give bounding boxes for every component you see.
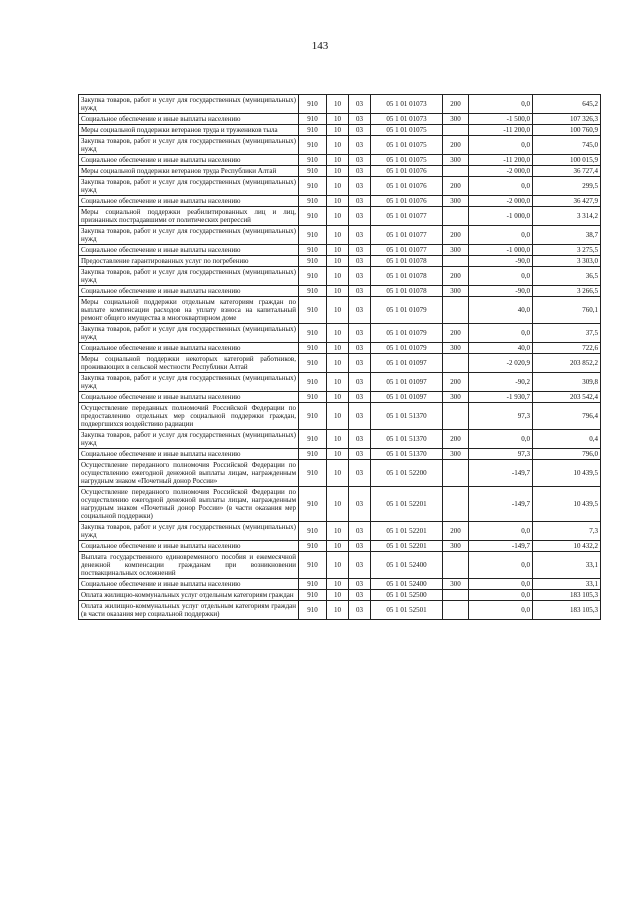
table-row [79,207,601,226]
row-cs-cell: 05 1 01 51370 [371,449,443,460]
row-vr-cell: 300 [443,196,469,207]
row-pr-cell: 03 [349,177,371,196]
row-change-cell: 0,0 [469,579,533,590]
row-pr-cell: 03 [349,449,371,460]
row-pr-cell: 03 [349,166,371,177]
table-row [79,541,601,552]
row-pr-cell: 03 [349,487,371,522]
row-name-cell: Предоставление гарантированных услуг по погребению [79,256,299,267]
table-row [79,460,601,487]
row-change-cell: 0,0 [469,552,533,579]
row-rz-cell: 10 [327,177,349,196]
row-change-cell: -1 000,0 [469,207,533,226]
row-vr-cell [443,297,469,324]
row-gr-cell: 910 [299,226,327,245]
row-pr-cell: 03 [349,95,371,114]
row-vr-cell: 200 [443,136,469,155]
row-vr-cell [443,590,469,601]
row-name-cell: Социальное обеспечение и иные выплаты населению [79,343,299,354]
row-total-cell: 36 427,9 [533,196,601,207]
table-row [79,114,601,125]
row-name-cell: Закупка товаров, работ и услуг для государственных (муниципальных) нужд [79,430,299,449]
row-pr-cell: 03 [349,207,371,226]
row-pr-cell: 03 [349,522,371,541]
row-pr-cell: 03 [349,324,371,343]
row-pr-cell: 03 [349,541,371,552]
row-name-cell: Закупка товаров, работ и услуг для государственных (муниципальных) нужд [79,373,299,392]
row-cs-cell: 05 1 01 52400 [371,552,443,579]
row-name-cell: Меры социальной поддержки ветеранов труда и тружеников тыла [79,125,299,136]
row-rz-cell: 10 [327,354,349,373]
row-name-cell: Закупка товаров, работ и услуг для государственных (муниципальных) нужд [79,226,299,245]
row-cs-cell: 05 1 01 01079 [371,297,443,324]
row-gr-cell: 910 [299,114,327,125]
row-gr-cell: 910 [299,207,327,226]
row-vr-cell [443,166,469,177]
row-change-cell: -149,7 [469,487,533,522]
row-vr-cell [443,487,469,522]
row-vr-cell: 200 [443,177,469,196]
row-pr-cell: 03 [349,392,371,403]
row-rz-cell: 10 [327,552,349,579]
row-rz-cell: 10 [327,245,349,256]
row-name-cell: Оплата жилищно-коммунальных услуг отдельным категориям граждан (в части оказания мер социальной поддержки) [79,601,299,620]
row-gr-cell: 910 [299,297,327,324]
row-change-cell: 0,0 [469,522,533,541]
page-number: 143 [311,40,329,52]
row-rz-cell: 10 [327,324,349,343]
row-change-cell: 0,0 [469,267,533,286]
row-total-cell: 7,3 [533,522,601,541]
row-rz-cell: 10 [327,166,349,177]
row-vr-cell: 200 [443,267,469,286]
row-pr-cell: 03 [349,267,371,286]
row-vr-cell: 300 [443,449,469,460]
row-total-cell: 3 303,0 [533,256,601,267]
table-row [79,601,601,620]
row-cs-cell: 05 1 01 01097 [371,373,443,392]
row-total-cell: 183 105,3 [533,590,601,601]
row-change-cell: 0,0 [469,430,533,449]
row-gr-cell: 910 [299,601,327,620]
row-gr-cell: 910 [299,373,327,392]
row-cs-cell: 05 1 01 01097 [371,392,443,403]
row-rz-cell: 10 [327,226,349,245]
row-total-cell: 33,1 [533,579,601,590]
row-rz-cell: 10 [327,114,349,125]
row-change-cell: 0,0 [469,136,533,155]
row-pr-cell: 03 [349,136,371,155]
row-gr-cell: 910 [299,125,327,136]
row-cs-cell: 05 1 01 51370 [371,430,443,449]
table-row [79,177,601,196]
row-pr-cell: 03 [349,196,371,207]
row-pr-cell: 03 [349,552,371,579]
row-pr-cell: 03 [349,155,371,166]
row-rz-cell: 10 [327,373,349,392]
row-vr-cell [443,125,469,136]
row-total-cell: 183 105,3 [533,601,601,620]
row-pr-cell: 03 [349,373,371,392]
row-gr-cell: 910 [299,177,327,196]
row-change-cell: 97,3 [469,449,533,460]
row-vr-cell: 300 [443,541,469,552]
row-rz-cell: 10 [327,579,349,590]
row-cs-cell: 05 1 01 01076 [371,166,443,177]
row-name-cell: Закупка товаров, работ и услуг для государственных (муниципальных) нужд [79,95,299,114]
table-row [79,297,601,324]
table-row [79,136,601,155]
row-change-cell: -2 000,0 [469,196,533,207]
row-cs-cell: 05 1 01 01076 [371,177,443,196]
row-change-cell: 0,0 [469,324,533,343]
row-pr-cell: 03 [349,343,371,354]
row-change-cell: -149,7 [469,541,533,552]
row-total-cell: 107 326,3 [533,114,601,125]
row-cs-cell: 05 1 01 01073 [371,95,443,114]
row-pr-cell: 03 [349,297,371,324]
row-vr-cell: 300 [443,114,469,125]
row-gr-cell: 910 [299,487,327,522]
row-total-cell: 0,4 [533,430,601,449]
row-rz-cell: 10 [327,286,349,297]
table-row [79,267,601,286]
row-vr-cell [443,601,469,620]
row-change-cell: 0,0 [469,601,533,620]
row-name-cell: Закупка товаров, работ и услуг для государственных (муниципальных) нужд [79,177,299,196]
row-cs-cell: 05 1 01 01073 [371,114,443,125]
row-vr-cell: 300 [443,245,469,256]
row-total-cell: 10 439,5 [533,460,601,487]
table-row [79,392,601,403]
table-row [79,166,601,177]
row-total-cell: 203 852,2 [533,354,601,373]
row-vr-cell: 200 [443,522,469,541]
row-change-cell: 40,0 [469,343,533,354]
row-total-cell: 36,5 [533,267,601,286]
table-row [79,552,601,579]
row-cs-cell: 05 1 01 52501 [371,601,443,620]
budget-table [78,94,601,620]
table-row [79,373,601,392]
row-cs-cell: 05 1 01 01076 [371,196,443,207]
row-gr-cell: 910 [299,552,327,579]
row-change-cell: -1 000,0 [469,245,533,256]
row-vr-cell [443,552,469,579]
row-rz-cell: 10 [327,125,349,136]
row-total-cell: 3 266,5 [533,286,601,297]
row-change-cell: -90,0 [469,256,533,267]
row-vr-cell: 200 [443,373,469,392]
row-gr-cell: 910 [299,354,327,373]
row-rz-cell: 10 [327,392,349,403]
row-total-cell: 760,1 [533,297,601,324]
row-pr-cell: 03 [349,354,371,373]
row-rz-cell: 10 [327,487,349,522]
row-gr-cell: 910 [299,460,327,487]
row-rz-cell: 10 [327,196,349,207]
row-change-cell: 0,0 [469,590,533,601]
row-rz-cell: 10 [327,267,349,286]
row-gr-cell: 910 [299,155,327,166]
row-cs-cell: 05 1 01 52200 [371,460,443,487]
row-name-cell: Меры социальной поддержки отдельным категориям граждан по выплате компенсации расходов на уплату взноса на капитальный ремонт общего имущества в многоквартирном доме [79,297,299,324]
row-total-cell: 33,1 [533,552,601,579]
row-rz-cell: 10 [327,343,349,354]
row-gr-cell: 910 [299,267,327,286]
row-vr-cell: 200 [443,226,469,245]
row-name-cell: Социальное обеспечение и иные выплаты населению [79,245,299,256]
row-name-cell: Социальное обеспечение и иные выплаты населению [79,449,299,460]
row-rz-cell: 10 [327,207,349,226]
row-gr-cell: 910 [299,449,327,460]
row-rz-cell: 10 [327,95,349,114]
row-name-cell: Социальное обеспечение и иные выплаты населению [79,579,299,590]
row-gr-cell: 910 [299,324,327,343]
row-vr-cell [443,403,469,430]
row-gr-cell: 910 [299,245,327,256]
row-pr-cell: 03 [349,601,371,620]
row-pr-cell: 03 [349,579,371,590]
table-row [79,430,601,449]
table-row [79,95,601,114]
row-pr-cell: 03 [349,125,371,136]
row-total-cell: 645,2 [533,95,601,114]
row-change-cell: 0,0 [469,177,533,196]
row-name-cell: Социальное обеспечение и иные выплаты населению [79,114,299,125]
table-row [79,125,601,136]
table-row [79,487,601,522]
row-total-cell: 37,5 [533,324,601,343]
row-total-cell: 100 015,9 [533,155,601,166]
table-row [79,403,601,430]
row-change-cell: -1 930,7 [469,392,533,403]
row-pr-cell: 03 [349,286,371,297]
table-row [79,245,601,256]
row-change-cell: -149,7 [469,460,533,487]
row-vr-cell [443,460,469,487]
row-cs-cell: 05 1 01 51370 [371,403,443,430]
row-gr-cell: 910 [299,579,327,590]
row-name-cell: Закупка товаров, работ и услуг для государственных (муниципальных) нужд [79,324,299,343]
row-gr-cell: 910 [299,590,327,601]
table-row [79,354,601,373]
row-change-cell: -2 020,9 [469,354,533,373]
row-name-cell: Меры социальной поддержки некоторых категорий работников, проживающих в сельской местности Республики Алтай [79,354,299,373]
row-gr-cell: 910 [299,430,327,449]
row-total-cell: 796,0 [533,449,601,460]
row-vr-cell: 200 [443,95,469,114]
row-cs-cell: 05 1 01 01075 [371,125,443,136]
row-rz-cell: 10 [327,590,349,601]
row-gr-cell: 910 [299,403,327,430]
row-gr-cell: 910 [299,286,327,297]
row-cs-cell: 05 1 01 01077 [371,207,443,226]
row-rz-cell: 10 [327,403,349,430]
row-pr-cell: 03 [349,430,371,449]
row-cs-cell: 05 1 01 52500 [371,590,443,601]
row-gr-cell: 910 [299,166,327,177]
row-cs-cell: 05 1 01 01077 [371,226,443,245]
row-total-cell: 10 432,2 [533,541,601,552]
row-total-cell: 722,6 [533,343,601,354]
row-change-cell: -11 200,0 [469,125,533,136]
table-row [79,449,601,460]
row-total-cell: 3 275,5 [533,245,601,256]
row-vr-cell: 300 [443,579,469,590]
row-name-cell: Социальное обеспечение и иные выплаты населению [79,196,299,207]
row-name-cell: Закупка товаров, работ и услуг для государственных (муниципальных) нужд [79,136,299,155]
row-cs-cell: 05 1 01 01079 [371,343,443,354]
row-total-cell: 796,4 [533,403,601,430]
row-gr-cell: 910 [299,343,327,354]
row-cs-cell: 05 1 01 01078 [371,256,443,267]
row-pr-cell: 03 [349,114,371,125]
row-name-cell: Оплата жилищно-коммунальных услуг отдельным категориям граждан [79,590,299,601]
row-rz-cell: 10 [327,601,349,620]
row-vr-cell [443,256,469,267]
row-name-cell: Осуществление переданных полномочий Российской Федерации по предоставлению отдельных мер социальной поддержки граждан, подвергшихся воздействию радиации [79,403,299,430]
row-change-cell: 0,0 [469,95,533,114]
table-row [79,155,601,166]
table-row [79,286,601,297]
row-name-cell: Меры социальной поддержки ветеранов труда Республики Алтай [79,166,299,177]
row-vr-cell: 300 [443,343,469,354]
row-rz-cell: 10 [327,522,349,541]
row-gr-cell: 910 [299,196,327,207]
row-gr-cell: 910 [299,541,327,552]
row-cs-cell: 05 1 01 52201 [371,541,443,552]
row-name-cell: Осуществление переданного полномочия Российской Федерации по осуществлению ежегодной денежной выплаты лицам, награжденным нагрудным знаком «Почетный донор России» [79,460,299,487]
row-name-cell: Закупка товаров, работ и услуг для государственных (муниципальных) нужд [79,522,299,541]
table-row [79,196,601,207]
row-change-cell: 40,0 [469,297,533,324]
row-total-cell: 100 760,9 [533,125,601,136]
table-row [79,226,601,245]
row-cs-cell: 05 1 01 52400 [371,579,443,590]
row-pr-cell: 03 [349,460,371,487]
table-row [79,343,601,354]
row-vr-cell [443,354,469,373]
row-name-cell: Социальное обеспечение и иные выплаты населению [79,392,299,403]
row-gr-cell: 910 [299,95,327,114]
row-name-cell: Социальное обеспечение и иные выплаты населению [79,541,299,552]
row-rz-cell: 10 [327,449,349,460]
row-cs-cell: 05 1 01 01075 [371,136,443,155]
row-rz-cell: 10 [327,430,349,449]
row-vr-cell: 300 [443,392,469,403]
row-cs-cell: 05 1 01 52201 [371,522,443,541]
row-total-cell: 3 314,2 [533,207,601,226]
row-vr-cell [443,207,469,226]
row-total-cell: 309,8 [533,373,601,392]
row-pr-cell: 03 [349,256,371,267]
row-cs-cell: 05 1 01 01079 [371,324,443,343]
row-name-cell: Выплата государственного единовременного пособия и ежемесячной денежной компенсации гражданам при возникновении поствакцинальных осложнений [79,552,299,579]
row-gr-cell: 910 [299,522,327,541]
row-cs-cell: 05 1 01 01078 [371,267,443,286]
table-row [79,256,601,267]
row-gr-cell: 910 [299,392,327,403]
row-total-cell: 10 439,5 [533,487,601,522]
row-rz-cell: 10 [327,541,349,552]
row-cs-cell: 05 1 01 01078 [371,286,443,297]
row-change-cell: 0,0 [469,226,533,245]
row-pr-cell: 03 [349,226,371,245]
row-rz-cell: 10 [327,460,349,487]
row-cs-cell: 05 1 01 01077 [371,245,443,256]
row-change-cell: -1 500,0 [469,114,533,125]
row-change-cell: 97,3 [469,403,533,430]
row-pr-cell: 03 [349,245,371,256]
row-rz-cell: 10 [327,256,349,267]
row-name-cell: Закупка товаров, работ и услуг для государственных (муниципальных) нужд [79,267,299,286]
row-total-cell: 745,0 [533,136,601,155]
row-name-cell: Осуществление переданного полномочия Российской Федерации по осуществлению ежегодной денежной выплаты лицам, награжденным нагрудным знаком «Почетный донор России» (в части оказания мер социальной поддержки) [79,487,299,522]
row-gr-cell: 910 [299,136,327,155]
row-change-cell: -90,2 [469,373,533,392]
table-row [79,579,601,590]
row-change-cell: -11 200,0 [469,155,533,166]
row-change-cell: -90,0 [469,286,533,297]
row-total-cell: 38,7 [533,226,601,245]
row-change-cell: -2 000,0 [469,166,533,177]
table-body [79,95,601,620]
row-rz-cell: 10 [327,297,349,324]
row-total-cell: 299,5 [533,177,601,196]
row-name-cell: Социальное обеспечение и иные выплаты населению [79,286,299,297]
row-cs-cell: 05 1 01 52201 [371,487,443,522]
row-gr-cell: 910 [299,256,327,267]
table-row [79,590,601,601]
table-row [79,324,601,343]
row-vr-cell: 200 [443,430,469,449]
row-vr-cell: 200 [443,324,469,343]
row-total-cell: 203 542,4 [533,392,601,403]
row-total-cell: 36 727,4 [533,166,601,177]
row-pr-cell: 03 [349,590,371,601]
row-cs-cell: 05 1 01 01097 [371,354,443,373]
row-name-cell: Социальное обеспечение и иные выплаты населению [79,155,299,166]
row-rz-cell: 10 [327,155,349,166]
row-cs-cell: 05 1 01 01075 [371,155,443,166]
row-name-cell: Меры социальной поддержки реабилитированных лиц и лиц, признанных пострадавшими от политических репрессий [79,207,299,226]
table-row [79,522,601,541]
row-vr-cell: 300 [443,286,469,297]
row-pr-cell: 03 [349,403,371,430]
row-vr-cell: 300 [443,155,469,166]
row-rz-cell: 10 [327,136,349,155]
